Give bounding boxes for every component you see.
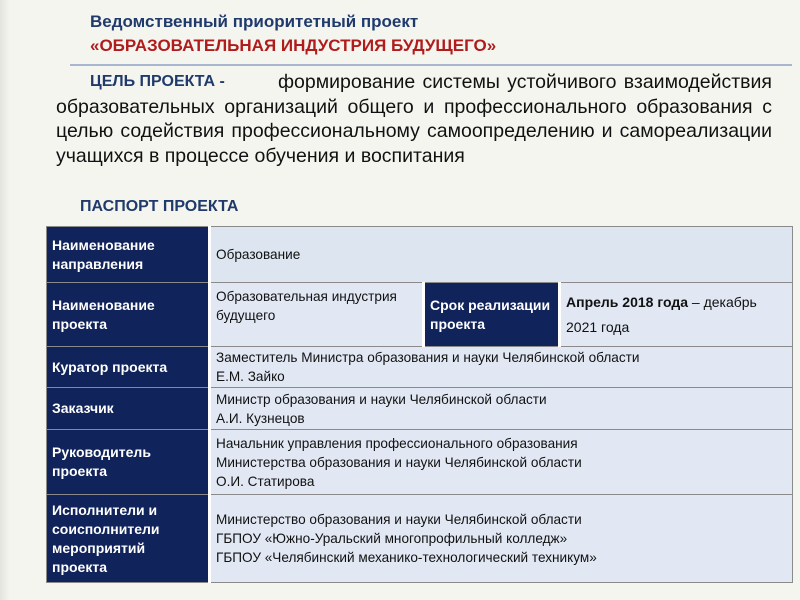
goal-text: формирование системы устойчивого взаимодействия образовательных организаций общего и профессионального образования с целью содействия профессиональному самоопределению и самореализации учащихся в процессе обучения и воспитания (56, 71, 772, 167)
curator-value (210, 347, 793, 388)
table-row-customer (47, 388, 793, 430)
project-value: Образовательная индустрия будущего (210, 283, 424, 347)
head-line: О.И. Статирова (216, 473, 315, 489)
executors-label: Исполнители и соисполнители мероприятий проекта (47, 495, 210, 583)
curator-label: Куратор проекта (47, 347, 210, 388)
executors-line: ГБПОУ «Южно-Уральский многопрофильный колледж» (216, 531, 568, 546)
period-start: Апрель 2018 года (566, 293, 689, 310)
customer-value (210, 388, 793, 430)
table-row-curator (47, 347, 793, 388)
title-line-2: «ОБРАЗОВАТЕЛЬНАЯ ИНДУСТРИЯ БУДУЩЕГО» (90, 36, 497, 55)
executors-line: ГБПОУ «Челябинский механико-технологический техникум» (216, 550, 597, 565)
direction-value: Образование (210, 227, 793, 283)
customer-line: Министр образования и науки Челябинской области (216, 391, 547, 407)
head-label: Руководитель проекта (47, 430, 210, 495)
left-edge-stripe (0, 0, 10, 600)
goal-label: ЦЕЛЬ ПРОЕКТА - (90, 73, 225, 90)
passport-table (46, 226, 792, 582)
head-line: Начальник управления профессионального образования (216, 435, 578, 451)
period-value (560, 283, 793, 347)
direction-label: Наименование направления (47, 227, 210, 283)
customer-line: А.И. Кузнецов (216, 410, 305, 426)
slide-title (90, 10, 780, 58)
table-row-head (47, 430, 793, 495)
executors-value (210, 495, 793, 583)
passport-title: ПАСПОРТ ПРОЕКТА (80, 198, 239, 215)
table-row-project (47, 283, 793, 347)
title-line-1: Ведомственный приоритетный проект (90, 12, 419, 31)
head-value (210, 430, 793, 495)
period-end: – декабрь 2021 года (566, 293, 757, 335)
curator-line: Е.М. Зайко (216, 369, 285, 384)
customer-label: Заказчик (47, 388, 210, 430)
project-label: Наименование проекта (47, 283, 210, 347)
table-row-executors (47, 495, 793, 583)
title-divider (70, 64, 792, 66)
table-row-direction (47, 227, 793, 283)
period-label: Срок реализации проекта (424, 283, 560, 347)
curator-line: Заместитель Министра образования и науки Челябинской области (216, 350, 640, 365)
executors-line: Министерство образования и науки Челябинской области (216, 512, 582, 527)
head-line: Министерства образования и науки Челябинской области (216, 454, 582, 470)
